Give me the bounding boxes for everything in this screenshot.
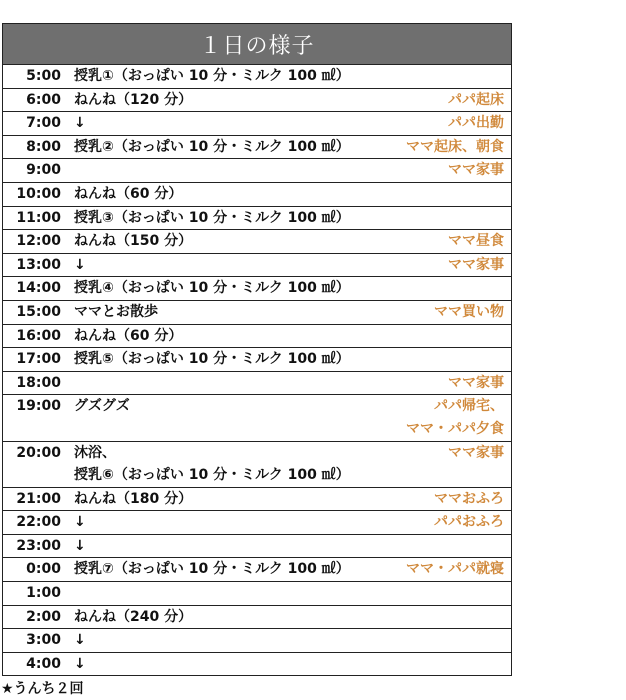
parent-note-cell [504,629,511,652]
time-cell: 5:00 [26,68,61,84]
activity-cell: 沐浴、 授乳⑥（おっぱい 10 分・ミルク 100 ㎖） [74,444,350,484]
table-row [3,112,511,136]
activity-cell: ↓ [74,537,86,554]
time-cell: 19:00 [16,398,61,415]
time-cell: 4:00 [26,655,61,672]
activity-cell: 授乳①（おっぱい 10 分・ミルク 100 ㎖） [74,68,350,84]
time-cell: 22:00 [16,514,61,531]
time-cell: 6:00 [26,91,61,108]
parent-note-cell [504,183,511,206]
time-cell: 16:00 [16,327,61,344]
activity-cell: ↓ [74,115,86,132]
time-cell: 21:00 [16,490,61,507]
activity-cell: ↓ [74,632,86,649]
time-cell: 2:00 [26,608,61,625]
time-cell: 20:00 [16,444,61,461]
activity-cell [61,582,504,605]
time-cell: 13:00 [16,256,61,273]
table-row [3,159,511,183]
time-cell: 12:00 [16,233,61,250]
table-row [3,558,511,582]
time-cell: 11:00 [16,209,61,226]
time-cell: 9:00 [26,162,61,179]
parent-note-cell: ママ家事 [448,162,504,179]
table-row [3,136,511,160]
table-row [3,230,511,254]
parent-note-cell [504,277,511,300]
parent-note-cell [504,325,511,348]
parent-note-cell: ママおふろ [434,490,504,507]
table-row [3,442,511,488]
parent-note-cell: ママ起床、朝食 [406,138,504,155]
activity-cell: ねんね（180 分） [74,490,193,507]
table-row [3,348,511,372]
parent-note-cell: ママ買い物 [434,303,504,320]
table-row [3,535,511,559]
parent-note-cell: パパおふろ [434,514,504,531]
table-row [3,183,511,207]
table-row [3,511,511,535]
activity-cell: 授乳⑦（おっぱい 10 分・ミルク 100 ㎖） [74,561,350,578]
time-cell: 10:00 [16,185,61,202]
activity-cell: ねんね（150 分） [74,233,193,250]
parent-note-cell [504,535,511,558]
parent-note-cell: ママ・パパ就寝 [406,561,504,578]
time-cell: 0:00 [26,561,61,578]
parent-note-cell: ママ家事 [448,374,504,391]
parent-note-cell: パパ出勤 [448,115,504,132]
activity-cell: ↓ [74,514,86,531]
parent-note-cell [504,348,511,371]
table-row [3,582,511,606]
activity-cell [61,372,448,395]
table-row [3,395,511,441]
time-cell: 14:00 [16,280,61,297]
activity-cell: 授乳④（おっぱい 10 分・ミルク 100 ㎖） [74,280,350,297]
time-cell: 7:00 [26,115,61,132]
time-cell: 17:00 [16,351,61,368]
activity-cell: 授乳②（おっぱい 10 分・ミルク 100 ㎖） [74,138,350,155]
table-row [3,372,511,396]
activity-cell: ↓ [74,655,86,672]
activity-cell: ママとお散歩 [74,303,158,320]
activity-cell: ねんね（240 分） [74,608,193,625]
time-cell: 3:00 [26,632,61,649]
activity-cell: 授乳③（おっぱい 10 分・ミルク 100 ㎖） [74,209,350,226]
footnote: ★うんち２回 [1,681,84,697]
parent-note-cell: ママ家事 [448,256,504,273]
activity-cell: 授乳⑤（おっぱい 10 分・ミルク 100 ㎖） [74,351,350,368]
table-row [3,629,511,653]
activity-cell: グズグズ [74,398,130,415]
parent-note-cell [504,207,511,230]
daily-schedule-table [2,23,512,676]
table-row [3,65,511,89]
parent-note-cell: パパ起床 [448,91,504,108]
schedule-rows [3,65,511,675]
table-title: １日の様子 [3,24,511,65]
parent-note-cell: ママ昼食 [448,233,504,250]
time-cell: 23:00 [16,537,61,554]
time-cell: 1:00 [26,585,61,602]
table-row [3,207,511,231]
time-cell: 8:00 [26,138,61,155]
table-row [3,653,511,676]
time-cell: 15:00 [16,303,61,320]
table-row [3,89,511,113]
activity-cell: ねんね（120 分） [74,91,193,108]
table-row [3,277,511,301]
parent-note-cell [504,606,511,629]
activity-cell: ねんね（60 分） [74,327,183,344]
activity-cell: ねんね（60 分） [74,185,183,202]
table-row [3,606,511,630]
parent-note-cell: パパ帰宅、 ママ・パパ夕食 [406,398,504,437]
activity-cell [61,159,448,182]
parent-note-cell [504,65,511,88]
parent-note-cell [504,582,511,605]
parent-note-cell [504,653,511,676]
table-row [3,254,511,278]
table-row [3,301,511,325]
table-row [3,325,511,349]
activity-cell: ↓ [74,256,86,273]
table-row [3,488,511,512]
parent-note-cell: ママ家事 [448,444,504,461]
time-cell: 18:00 [16,374,61,391]
